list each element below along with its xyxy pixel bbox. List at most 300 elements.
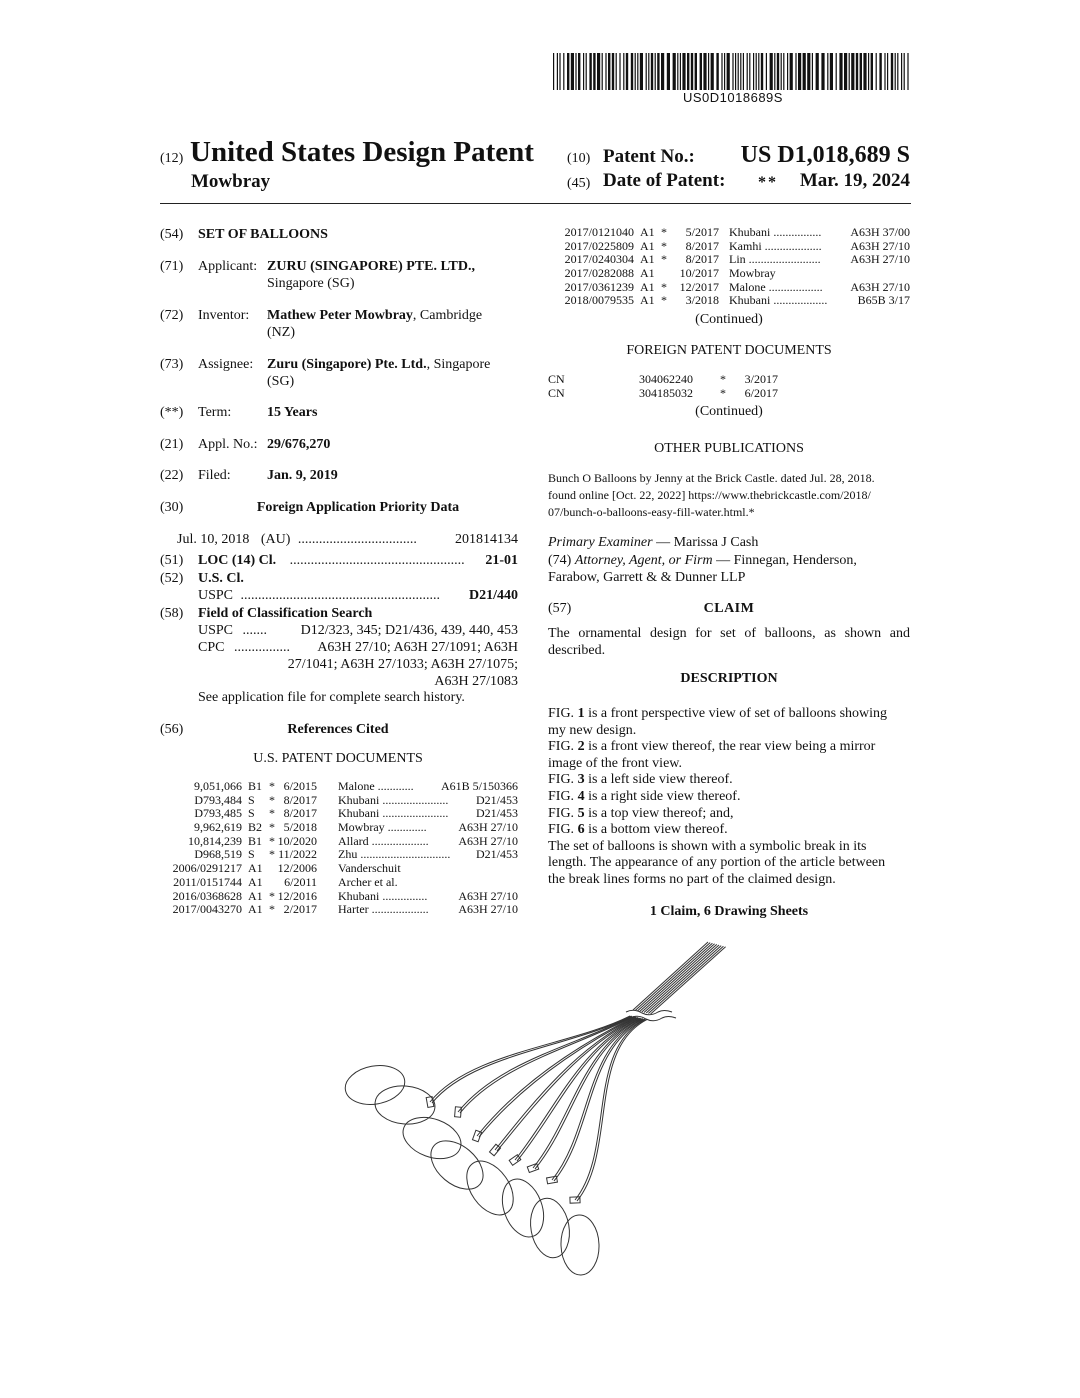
barcode-text: US0D1018689S [683,90,783,105]
barcode-bar [868,53,869,90]
barcode-bar [761,53,763,90]
description-text-part: the break lines forms no part of the claimed design. [548,871,836,887]
barcode-bar [740,53,741,90]
barcode-bar [602,53,603,90]
ref-name: Malone .................. [729,279,823,294]
reference-row [160,903,518,917]
ref-date: 6/2015 [283,779,317,793]
balloon-body [422,1131,492,1199]
barcode-bar [680,53,681,90]
barcode-bar [677,53,678,90]
appl-no-label: Appl. No.: [198,437,258,452]
barcode-bar [766,53,767,90]
barcode-bar [897,53,898,90]
barcode-bar [781,53,782,90]
barcode-bar [597,53,600,90]
document-title: United States Design Patent [190,136,534,168]
description-line [548,839,910,856]
balloon-tube [535,1019,643,1170]
ref-kind: S [248,806,255,821]
ref-kind: B2 [248,820,263,835]
attorney-code: (74) [548,553,572,568]
ref-number: 2018/0079535 [564,293,634,308]
continued-foreign: (Continued) [695,404,763,419]
barcode-bar [860,53,862,90]
barcode-bar [727,53,730,90]
code-56: (56) [160,722,184,737]
description-line [548,723,910,740]
other-pub-line: 07/bunch-o-balloons-easy-fill-water.html.* [548,505,755,519]
barcode-bar [700,53,702,90]
barcode-bar [884,53,885,90]
barcode-bar [749,53,750,90]
applicant-location: Singapore (SG) [267,276,355,291]
ref-kind: A1 [640,279,655,294]
barcode-bar [682,53,685,90]
assignee-entry [267,357,490,373]
barcode-bar [836,53,837,90]
barcode-bar [648,53,649,90]
barcode [553,53,911,90]
ref-date: 8/2017 [685,238,719,253]
ref-number: D793,485 [194,806,242,821]
ref-date: 8/2017 [283,806,317,821]
field-search-label: Field of Classification Search [198,606,373,621]
barcode-bar [612,53,614,90]
barcode-bar [798,53,801,90]
code-52: (52) [160,571,184,586]
figure-number: 2 [577,739,585,755]
priority-number: 201814134 [455,532,518,547]
barcode-bar [708,53,709,90]
code-57: (57) [548,601,572,616]
ref-name: Lin ........................ [729,252,821,267]
ref-number: 2017/0043270 [172,902,242,917]
barcode-bar [891,53,893,90]
barcode-bar [695,53,697,90]
barcode-bar [578,53,580,90]
code-58: (58) [160,606,184,621]
barcode-bar [559,53,560,90]
barcode-bar [807,53,810,90]
ref-date: 5/2017 [685,225,719,239]
balloon-connector [509,1155,521,1166]
barcode-bar [830,53,833,90]
ref-name: Khubani ................ [729,225,822,239]
priority-row [177,532,518,548]
figure-number: 5 [577,805,585,821]
field-search-note: See application file for complete search history. [198,690,465,705]
field-cpc-dots: ................ [233,640,290,655]
description-line [548,806,910,823]
ref-star: * [661,238,667,253]
date-marker: ** [758,174,778,191]
assignee-label: Assignee: [198,357,254,372]
priority-date: Jul. 10, 2018 [177,532,250,547]
code-10: (10) [567,151,591,166]
barcode-bar [743,53,744,90]
description-text-part: FIG. [548,739,578,755]
ref-star: * [269,847,275,862]
barcode-bar [839,53,842,90]
barcode-bar [887,53,888,90]
examiner-name: — Marissa J Cash [652,535,759,550]
ref-kind: S [248,847,255,862]
header-rule [160,203,911,204]
barcode-bar [631,53,633,90]
tube-line [644,945,719,1013]
claim-heading: CLAIM [703,601,755,616]
barcode-bar [553,53,554,90]
reference-row [548,226,910,240]
description-line [548,739,910,756]
patent-no-label: Patent No.: [603,146,695,167]
figure-number: 1 [577,706,585,721]
barcode-bar [783,53,784,90]
tube-line [642,944,717,1012]
assignee-country: (SG) [267,374,295,389]
balloon-tube [552,1019,643,1180]
ref-name: Malone ............ [338,779,414,793]
barcode-bar [732,53,733,90]
ref-star: * [269,833,275,848]
balloon-body [526,1195,574,1261]
barcode-bar [904,53,905,90]
field-uspc-row [198,623,518,639]
reference-row [160,876,518,890]
reference-row [160,794,518,808]
ref-kind: B1 [248,779,263,793]
ref-kind: B1 [248,833,263,848]
uspc-value: D21/440 [469,588,518,603]
barcode-bar [691,53,693,90]
claim-line: described. [548,643,606,658]
ref-class: D21/453 [476,806,518,821]
loc-dots: .................................................. [289,553,465,568]
ref-name: Khubani .................. [729,293,828,308]
ref-date: 2/2017 [283,902,317,917]
attorney-row [548,553,857,569]
code-45: (45) [567,176,591,191]
ref-class: A63H 27/10 [458,902,518,917]
inventor-entry [267,308,482,324]
ref-number: 2017/0121040 [564,225,634,239]
tube-line [648,946,723,1013]
filed-label: Filed: [198,468,231,483]
ref-kind: S [248,792,255,807]
balloon-tube [477,1017,634,1136]
attorney-name: — Finnegan, Henderson, [712,553,857,568]
other-publications-heading: OTHER PUBLICATIONS [654,441,804,456]
barcode-bar [571,53,574,90]
barcode-bar [795,53,796,90]
ref-star: * [269,779,275,793]
ref-number: 2017/0240304 [564,252,634,267]
ref-kind: A1 [248,874,263,889]
barcode-bar [646,53,647,90]
ref-kind: A1 [640,225,655,239]
foreign-country: CN [548,385,565,400]
barcode-bar [856,53,858,90]
reference-row [160,862,518,876]
references-heading: References Cited [287,722,389,737]
barcode-bar [711,53,714,90]
description-text-part: FIG. [548,788,578,804]
title-of-design: SET OF BALLOONS [198,227,328,242]
barcode-bar [821,53,824,90]
ref-class: D21/453 [476,792,518,807]
ref-kind: A1 [640,252,655,267]
uspc-row [198,588,518,604]
reference-row [548,267,910,281]
ref-class: A63H 27/10 [458,820,518,835]
code-71: (71) [160,259,184,274]
tube-line [637,943,712,1011]
description-text-part: length. The appearance of any portion of the article between [548,855,886,871]
ref-class: A61B 5/150366 [440,779,518,793]
us-patent-documents-heading: U.S. PATENT DOCUMENTS [253,751,423,766]
reference-row [160,848,518,862]
attorney-label: Attorney, Agent, or Firm [574,553,713,568]
ref-name: Khubani ...................... [338,806,449,821]
ref-kind: A1 [248,902,263,917]
barcode-bar [635,53,636,90]
reference-row [548,240,910,254]
ref-class: A63H 27/10 [458,833,518,848]
field-uspc-label: USPC [198,623,234,638]
ref-number: D968,519 [194,847,242,862]
filed-value: Jan. 9, 2019 [267,468,338,483]
barcode-bar [758,53,759,90]
ref-name: Kamhi ................... [729,238,822,253]
reference-row [548,281,910,295]
ref-star: * [661,252,667,267]
ref-number: 2006/0291217 [172,861,242,876]
barcode-bar [753,53,754,90]
ref-number: 2017/0282088 [564,266,634,281]
code-term: (**) [160,405,184,420]
continued-us: (Continued) [695,312,763,327]
tube-line [633,942,708,1010]
barcode-bar [849,53,850,90]
barcode-bar [747,53,748,90]
code-73: (73) [160,357,184,372]
barcode-bar [735,53,736,90]
foreign-references [548,373,910,400]
ref-kind: A1 [248,888,263,903]
barcode-bar [589,53,591,90]
barcode-bar [724,53,725,90]
other-publications [548,470,910,521]
barcode-bar [605,53,606,90]
ref-kind: A1 [640,266,655,281]
figure-number: 4 [577,788,585,804]
barcode-bar [756,53,757,90]
description-text-part: is a front view thereof, the rear view being a mirror [584,739,876,755]
barcode-bar [816,53,819,90]
reference-row [160,835,518,849]
barcode-bar [879,53,881,90]
description-line [548,706,910,723]
ref-name: Harter ................... [338,902,429,917]
barcode-bar [827,53,828,90]
code-51: (51) [160,553,184,568]
ref-name: Khubani ...................... [338,792,449,807]
uspc-dots: ......................................................... [240,588,441,603]
ref-star: * [269,806,275,821]
loc-value: 21-01 [485,553,518,568]
barcode-bar [661,53,664,90]
date-of-patent: Mar. 19, 2024 [799,170,910,191]
ref-number: 2017/0361239 [564,279,634,294]
description-text-part: is a bottom view thereof. [584,822,728,838]
ref-number: 9,962,619 [194,820,242,835]
code-54: (54) [160,227,184,242]
ref-number: 10,814,239 [188,833,242,848]
term-label: Term: [198,405,232,420]
examiner-label: Primary Examiner [548,535,653,550]
tube-line [640,944,715,1012]
other-pub-line: found online [Oct. 22, 2022] https://www.thebrickcastle.com/2018/ [548,488,871,502]
ref-star: * [269,888,275,903]
field-cpc-line1: A63H 27/10; A63H 27/1091; A63H [317,640,518,655]
claim-text [548,625,910,659]
ref-star: * [269,902,275,917]
ref-star: * [661,293,667,308]
barcode-bar [575,53,576,90]
barcode-bar [616,53,617,90]
us-references-continued [548,226,910,308]
barcode-bar [803,53,806,90]
ref-class: D21/453 [476,847,518,862]
assignee-location: , Singapore [426,357,491,372]
ref-name: Mowbray ............. [338,820,427,835]
ref-date: 8/2017 [685,252,719,267]
barcode-bar [687,53,689,90]
ref-date: 12/2017 [679,279,719,294]
ref-class: B65B 3/17 [857,293,910,308]
inventor-country: (NZ) [267,325,295,340]
ref-star: * [661,225,667,239]
barcode-bar [567,53,569,90]
barcode-bar [655,53,656,90]
barcode-bar [863,53,866,90]
barcode-bar [716,53,718,90]
ref-class: A63H 27/10 [850,252,910,267]
ref-name: Khubani ............... [338,888,428,903]
field-uspc-dots: ....... [242,623,268,638]
applicant-label: Applicant: [198,259,258,274]
reference-row [548,253,910,267]
barcode-bar [586,53,587,90]
claims-count: 1 Claim, 6 Drawing Sheets [649,904,809,919]
ref-class: A63H 27/10 [458,888,518,903]
barcode-bar [774,53,775,90]
ref-name: Zhu .............................. [338,847,451,862]
ref-kind: A1 [640,238,655,253]
foreign-heading: FOREIGN PATENT DOCUMENTS [626,343,832,358]
foreign-reference-row [548,387,910,401]
description-line [548,756,910,773]
ref-date: 12/2016 [277,888,317,903]
barcode-bar [673,53,676,90]
barcode-bar [895,53,896,90]
tube-line [635,943,710,1011]
barcode-bar [871,53,873,90]
barcode-bar [651,53,653,90]
claim-line: The ornamental design for set of balloons, as shown and [548,626,910,641]
barcode-bar [787,53,788,90]
reference-row [160,807,518,821]
description-heading: DESCRIPTION [680,671,778,686]
description-text-part: is a right side view thereof. [584,788,741,804]
ref-date: 3/2018 [685,293,719,308]
barcode-bar [721,53,722,90]
field-cpc-row [198,640,518,656]
barcode-bar [907,53,908,90]
code-21: (21) [160,437,184,452]
barcode-bar [626,53,628,90]
barcode-bar [770,53,773,90]
foreign-reference-row [548,373,910,387]
ref-class: A63H 27/10 [850,279,910,294]
patent-number: US D1,018,689 S [740,142,910,168]
field-cpc-label: CPC [198,640,225,655]
reference-row [548,294,910,308]
balloon-body [495,1173,551,1242]
field-uspc-values: D12/323, 345; D21/436, 439, 440, 453 [300,623,518,638]
barcode-bar [563,53,564,90]
description-text-part: is a left side view thereof. [584,772,733,788]
ref-star: * [269,792,275,807]
description-text-part: image of the front view. [548,755,682,771]
description-line [548,855,910,872]
foreign-number: 304062240 [639,372,693,386]
barcode-bar [876,53,877,90]
inventor-name: Mathew Peter Mowbray [267,308,413,323]
description-text-part: FIG. [548,706,578,721]
loc-row [198,553,518,569]
inventor-label: Inventor: [198,308,250,323]
ref-name: Mowbray [729,266,776,281]
barcode-bar [640,53,643,90]
barcode-bar [812,53,813,90]
barcode-bar [557,53,558,90]
assignee-name: Zuru (Singapore) Pte. Ltd. [267,357,427,372]
ref-date: 11/2022 [278,847,317,862]
ref-number: 2016/0368628 [172,888,242,903]
date-label: Date of Patent: [603,170,726,191]
ref-number: 9,051,066 [194,779,242,793]
ref-date: 10/2020 [277,833,317,848]
description-text [548,706,910,889]
applicant-name: ZURU (SINGAPORE) PTE. LTD., [267,259,475,274]
description-text-part: FIG. [548,822,578,838]
priority-country: (AU) [260,532,291,547]
barcode-bar [583,53,584,90]
description-text-part: is a top view thereof; and, [584,805,734,821]
foreign-star: * [720,385,726,400]
ref-number: 2017/0225809 [564,238,634,253]
ref-name: Vanderschuit [338,861,401,876]
appl-no-value: 29/676,270 [267,437,331,452]
inventor-surname: Mowbray [191,171,271,192]
priority-dots: .................................. [297,532,417,547]
tube-line [646,946,721,1013]
barcode-bar [667,53,670,90]
balloon-body [397,1110,466,1166]
barcode-bar [593,53,595,90]
